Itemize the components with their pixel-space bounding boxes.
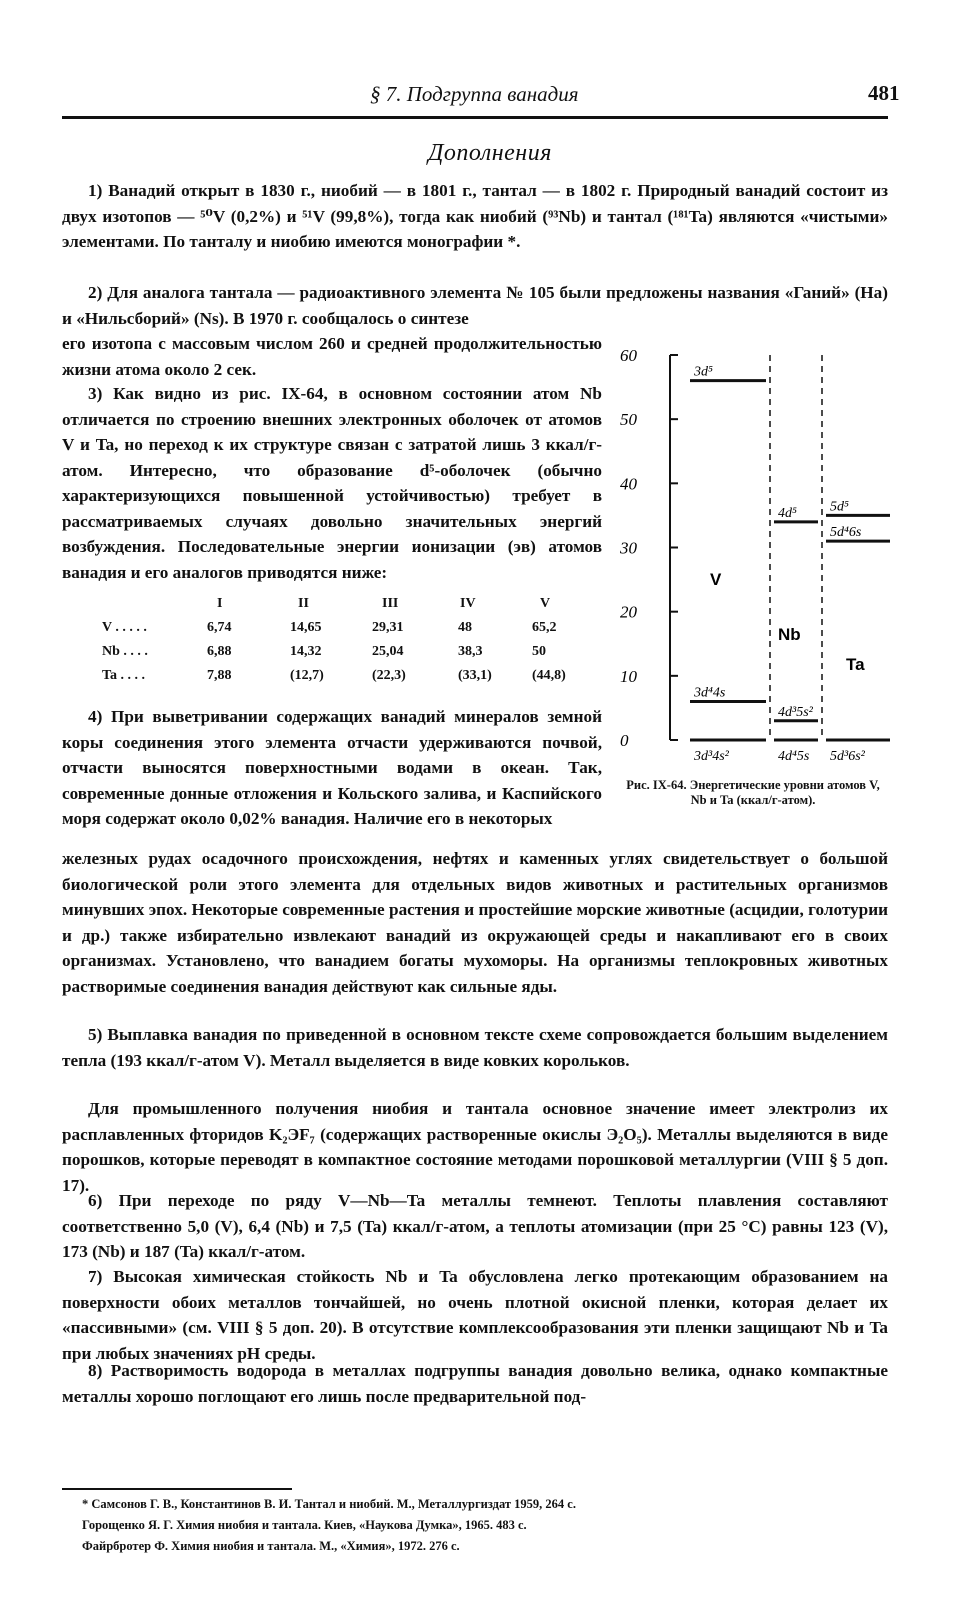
footnote-rule <box>62 1488 292 1490</box>
paragraph-2-tail: его изотопа с массовым числом 260 и средней продолжительностью жизни атома около 2 сек. <box>62 334 602 379</box>
paragraph-5b-text: Для промышленного получения ниобия и тантала основное значение имеет электролиз их расплавленных фторидов K₂ЭF₇ (содержащих растворенные окислы Э₂O₅). Металлы выделяются в виде порошков, которые переводят в компактное состояние методами порошковой металлургии (VIII § 5 доп. 17). <box>62 1099 888 1195</box>
table-cell: Ta . . . . <box>102 668 146 683</box>
table-row <box>62 668 602 692</box>
running-header-title: § 7. Подгруппа ванадия <box>370 82 579 106</box>
ionization-table <box>62 596 602 692</box>
table-cell: 14,32 <box>290 644 322 659</box>
table-cell: 38,3 <box>458 644 483 659</box>
figure-caption: Рис. IX-64. Энергетические уровни атомов V, Nb и Ta (ккал/г-атом). <box>626 778 880 807</box>
header-rule <box>62 116 888 119</box>
paragraph-6-text: 6) При переходе по ряду V—Nb—Ta металлы темнеют. Теплоты плавления составляют соответственно 5,0 (V), 6,4 (Nb) и 7,5 (Ta) ккал/г-атом, а теплоты атомизации (при 25 °C) равны 123 (V), 173 (Nb) и 187 (Ta) ккал/г-атом. <box>62 1191 888 1261</box>
table-cell: 6,88 <box>207 644 232 659</box>
table-cell: 14,65 <box>290 620 322 635</box>
table-cell: 25,04 <box>372 644 404 659</box>
paragraph-3-text: 3) Как видно из рис. IX-64, в основном состоянии атом Nb отличается по строению внешних электронных оболочек от атомов V и Ta, но переход к их структуре связан с затратой лишь 3 ккал/г-атом. Интересно, что образование d⁵-оболочек (обычно характеризующихся повышенной устойчивостью) требует в рассматриваемых случаях довольно значительных энергий возбуждения. Последовательные энергии ионизации (эв) атомов ванадия и его аналогов приводятся ниже: <box>62 384 602 582</box>
table-cell: V . . . . . <box>102 620 147 635</box>
y-tick-label: 40 <box>620 474 637 494</box>
table-header-row <box>62 596 602 620</box>
section-title: Дополнения <box>428 140 552 166</box>
y-tick-label: 30 <box>620 538 637 558</box>
paragraph-4-text-wide: железных рудах осадочного происхождения, нефтях и каменных углях свидетельствует о большой биологической роли этого элемента для отдельных видов животных и растительных организмов минувших эпох. Некоторые современные растения и простейшие морские животные (асцидии, голотурии и др.) также избирательно извлекают ванадий из окружающей среды и накапливают его в своих организмах. Установлено, что ванадием богаты мухоморы. На организмы теплокровных животных растворимые соединения ванадия действуют как сильные яды. <box>62 849 888 996</box>
table-header-cell: III <box>382 596 399 611</box>
y-tick-label: 10 <box>620 666 637 686</box>
paragraph-2 <box>62 280 888 331</box>
paragraph-4-text-narrow: 4) При выветривании содержащих ванадий минералов земной коры соединения этого элемента отчасти удерживаются почвой, отчасти выносятся поверхностными водами в океан. Так, современные донные отложения и Кольского залива, и Каспийского моря содержат около 0,02% ванадия. Наличие его в некоторых <box>62 707 602 828</box>
paragraph-3 <box>62 381 602 585</box>
table-cell: 65,2 <box>532 620 557 635</box>
energy-level-label: 4d³5s² <box>778 704 813 720</box>
table-cell: Nb . . . . <box>102 644 148 659</box>
paragraph-6 <box>62 1188 888 1265</box>
energy-level-diagram <box>620 340 900 780</box>
table-cell: (22,3) <box>372 668 406 683</box>
paragraph-7 <box>62 1264 888 1366</box>
y-tick-label: 50 <box>620 410 637 430</box>
table-cell: (33,1) <box>458 668 492 683</box>
footnote: Файрбротер Ф. Химия ниобия и тантала. М., «Химия», 1972. 276 с. <box>82 1539 460 1553</box>
energy-level-label: 4d⁴5s <box>778 749 810 764</box>
table-row <box>62 620 602 644</box>
footnote: * Самсонов Г. В., Константинов В. И. Тантал и ниобий. М., Металлургиздат 1959, 264 с. <box>82 1497 576 1511</box>
energy-level-label: 3d⁴4s <box>694 685 726 701</box>
table-cell: 48 <box>458 620 472 635</box>
energy-level-label: 5d⁵ <box>830 499 849 515</box>
table-cell: (12,7) <box>290 668 324 683</box>
footnote: Горощенко Я. Г. Химия ниобия и тантала. Киев, «Наукова Думка», 1965. 483 с. <box>82 1518 527 1532</box>
table-cell: 7,88 <box>207 668 232 683</box>
table-header-cell: II <box>298 596 309 611</box>
page-number: 481 <box>868 81 900 105</box>
element-label: Nb <box>778 625 801 644</box>
paragraph-4-continuation <box>62 846 888 999</box>
energy-level-label: 3d³4s² <box>694 749 729 764</box>
element-label: V <box>710 570 722 589</box>
table-cell: 50 <box>532 644 546 659</box>
table-header-cell: V <box>540 596 551 611</box>
energy-level-label: 4d⁵ <box>778 505 797 521</box>
paragraph-5 <box>62 1022 888 1073</box>
table-cell: (44,8) <box>532 668 566 683</box>
table-row <box>62 644 602 668</box>
paragraph-5-text: 5) Выплавка ванадия по приведенной в основном тексте схеме сопровождается большим выделением тепла (193 ккал/г-атом V). Металл выделяется в виде ковких корольков. <box>62 1025 888 1070</box>
energy-level-label: 3d⁵ <box>694 364 713 380</box>
table-header-cell: IV <box>460 596 476 611</box>
energy-level-label: 5d⁴6s <box>830 525 862 541</box>
paragraph-2-continuation <box>62 331 602 382</box>
y-tick-label: 20 <box>620 602 637 622</box>
y-tick-label: 60 <box>620 346 637 365</box>
energy-level-label: 5d³6s² <box>830 749 865 764</box>
paragraph-2-text: 2) Для аналога тантала — радиоактивного элемента № 105 были предложены названия «Ганий» (Ha) и «Нильсборий» (Ns). В 1970 г. сообщалось о синтезе <box>62 283 888 328</box>
paragraph-8-text: 8) Растворимость водорода в металлах подгруппы ванадия довольно велика, однако компактные металлы хорошо поглощают его лишь после предварительной под- <box>62 1361 888 1406</box>
paragraph-1-text: 1) Ванадий открыт в 1830 г., ниобий — в 1801 г., тантал — в 1802 г. Природный ванадий состоит из двух изотопов — ⁵⁰V (0,2%) и ⁵¹V (99,8%), тогда как ниобий (⁹³Nb) и тантал (¹⁸¹Ta) являются «чистыми» элементами. По танталу и ниобию имеются монографии *. <box>62 181 888 251</box>
element-label: Ta <box>846 655 865 674</box>
table-cell: 29,31 <box>372 620 404 635</box>
paragraph-5b <box>62 1096 888 1198</box>
paragraph-4 <box>62 704 602 832</box>
paragraph-8 <box>62 1358 888 1409</box>
paragraph-7-text: 7) Высокая химическая стойкость Nb и Ta обусловлена легко протекающим образованием на поверхности обоих металлов тончайшей, но очень плотной окисной пленки, которая делает их «пассивными» (см. VIII § 5 доп. 20). В отсутствие комплексообразования эти пленки защищают Nb и Ta при любых значениях pH среды. <box>62 1267 888 1363</box>
table-cell: 6,74 <box>207 620 232 635</box>
paragraph-1 <box>62 178 888 255</box>
footnotes <box>62 1494 888 1557</box>
y-tick-label: 0 <box>620 731 629 750</box>
table-header-cell: I <box>217 596 223 611</box>
